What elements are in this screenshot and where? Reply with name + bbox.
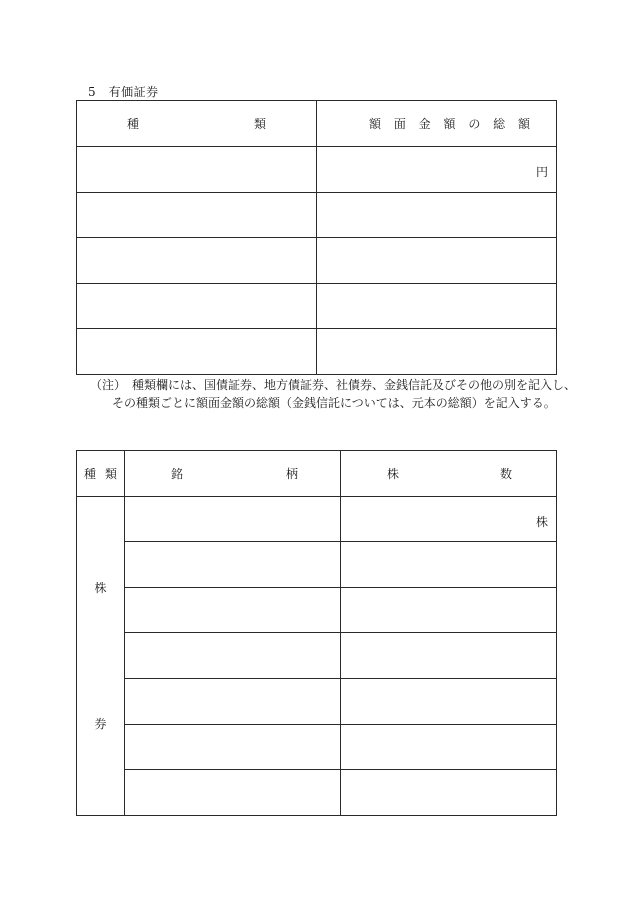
shares-cell[interactable] bbox=[341, 678, 557, 724]
securities-table bbox=[76, 100, 557, 375]
brand-cell[interactable] bbox=[125, 678, 341, 724]
shares-cell[interactable] bbox=[341, 770, 557, 816]
header-amount-char: 額 bbox=[517, 117, 530, 131]
stock-kind-cell bbox=[77, 496, 125, 815]
header-kind-char: 類 bbox=[104, 466, 117, 481]
kind-cell[interactable] bbox=[77, 192, 317, 238]
shares-cell[interactable] bbox=[341, 587, 557, 633]
table-row bbox=[77, 724, 557, 770]
amount-cell[interactable] bbox=[317, 192, 557, 238]
header-kind-char: 種 bbox=[127, 117, 140, 131]
kind-label-bottom: 券 bbox=[94, 716, 107, 731]
brand-cell[interactable] bbox=[125, 496, 341, 542]
brand-cell[interactable] bbox=[125, 633, 341, 679]
brand-cell[interactable] bbox=[125, 587, 341, 633]
kind-cell[interactable] bbox=[77, 238, 317, 284]
section-title: 5 有価証券 bbox=[88, 85, 159, 99]
shares-cell[interactable] bbox=[341, 496, 557, 542]
note-line-1: （注） 種類欄には、国債証券、地方債証券、社債券、金銭信託及びその他の別を記入し、 bbox=[90, 378, 577, 392]
table-row bbox=[77, 147, 557, 193]
shares-unit: 株 bbox=[535, 514, 548, 529]
brand-cell[interactable] bbox=[125, 770, 341, 816]
yen-unit: 円 bbox=[535, 165, 548, 179]
header-kind bbox=[77, 451, 125, 497]
header-amount-char: 額 bbox=[443, 117, 456, 131]
shares-cell[interactable] bbox=[341, 724, 557, 770]
header-kind-char: 種 bbox=[84, 466, 97, 481]
table-row bbox=[77, 587, 557, 633]
shares-cell[interactable] bbox=[341, 542, 557, 588]
header-kind-char: 類 bbox=[253, 117, 266, 131]
table-row bbox=[77, 678, 557, 724]
brand-cell[interactable] bbox=[125, 724, 341, 770]
header-brand-char: 銘 bbox=[171, 466, 184, 481]
kind-cell[interactable] bbox=[77, 329, 317, 375]
header-shares-char: 数 bbox=[499, 466, 512, 481]
header-shares-char: 株 bbox=[387, 466, 400, 481]
table-row bbox=[77, 496, 557, 542]
header-brand-char: 柄 bbox=[285, 466, 298, 481]
stock-header-row bbox=[77, 451, 557, 497]
header-amount-char: 面 bbox=[393, 117, 406, 131]
amount-cell[interactable] bbox=[317, 283, 557, 329]
brand-cell[interactable] bbox=[125, 542, 341, 588]
stock-table bbox=[76, 450, 557, 816]
header-amount-char: の bbox=[468, 117, 481, 131]
header-amount bbox=[317, 101, 557, 147]
header-shares bbox=[341, 451, 557, 497]
shares-cell[interactable] bbox=[341, 633, 557, 679]
table-row bbox=[77, 633, 557, 679]
header-amount-char: 金 bbox=[418, 117, 431, 131]
table-row bbox=[77, 283, 557, 329]
kind-label-top: 株 bbox=[94, 580, 107, 595]
kind-cell[interactable] bbox=[77, 147, 317, 193]
amount-cell[interactable] bbox=[317, 238, 557, 284]
securities-header-row bbox=[77, 101, 557, 147]
header-amount-char: 額 bbox=[369, 117, 382, 131]
table-row bbox=[77, 770, 557, 816]
table-row bbox=[77, 329, 557, 375]
header-amount-char: 総 bbox=[493, 117, 506, 131]
table-row bbox=[77, 238, 557, 284]
note-line-2: その種類ごとに額面金額の総額（金銭信託については、元本の総額）を記入する。 bbox=[112, 396, 556, 410]
table-row bbox=[77, 192, 557, 238]
amount-cell[interactable] bbox=[317, 147, 557, 193]
kind-cell[interactable] bbox=[77, 283, 317, 329]
header-brand bbox=[125, 451, 341, 497]
table-row bbox=[77, 542, 557, 588]
header-kind bbox=[77, 101, 317, 147]
amount-cell[interactable] bbox=[317, 329, 557, 375]
